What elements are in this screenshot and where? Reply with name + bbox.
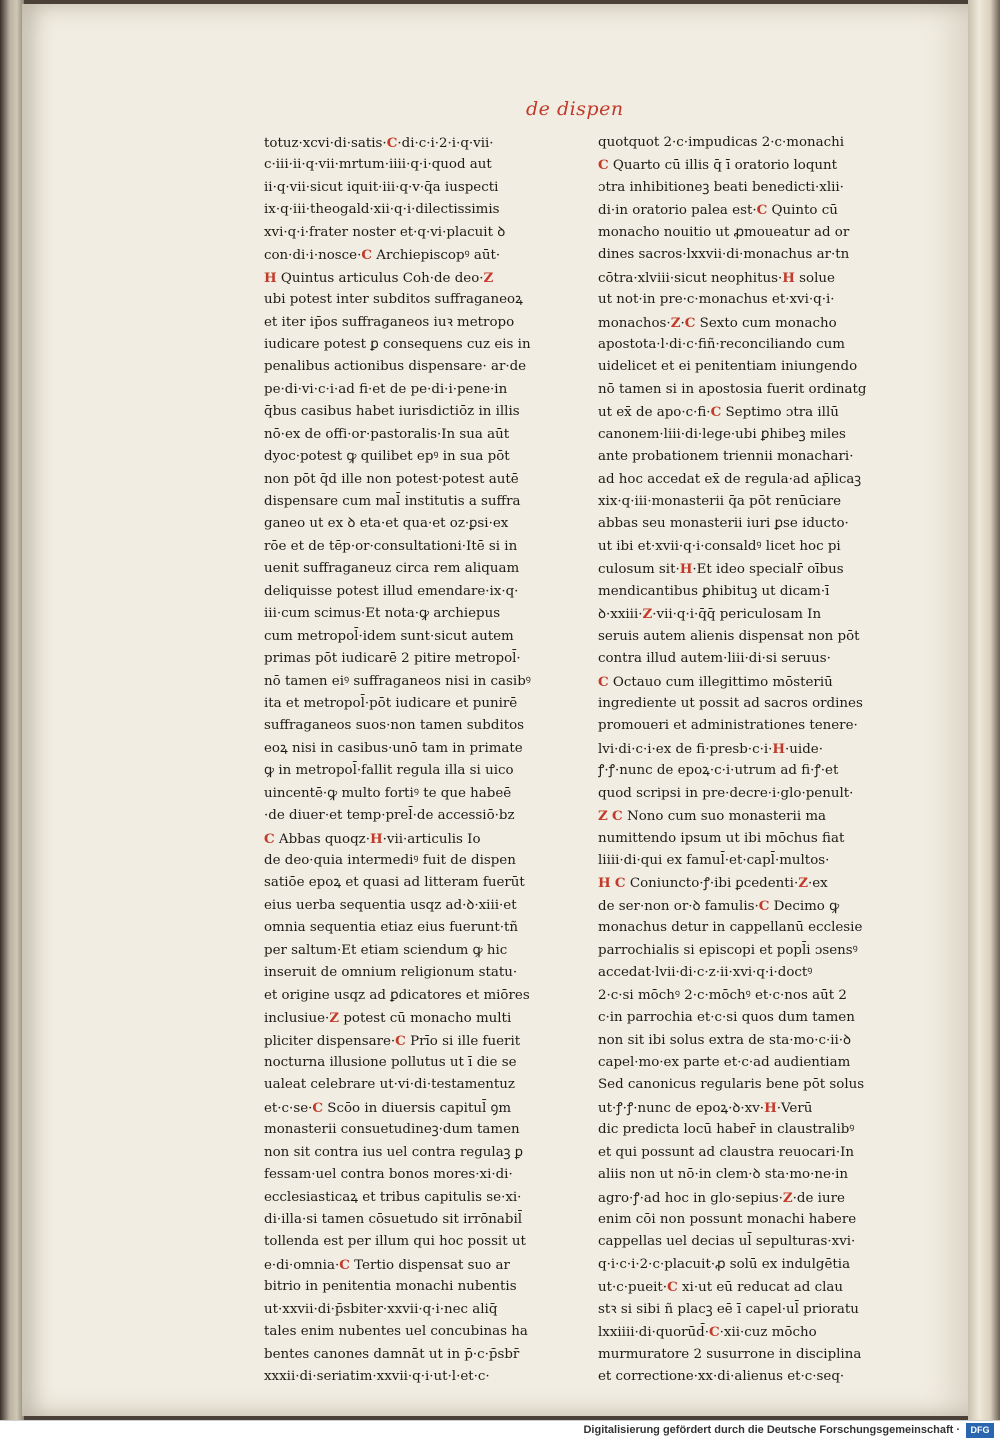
text-line: nō tamen eiꝰ suffraganeos nisi in casibꝰ xyxy=(264,673,531,689)
text-line: et correctione·xx·di·alienus et·c·seq· xyxy=(598,1369,845,1385)
text-line: penalibus actionibus dispensare· ar·de xyxy=(264,359,527,375)
text-line: C Octauo cum illegittimo mōsteriū xyxy=(598,673,833,690)
text-line: 2·c·si mōchꝰ 2·c·mōchꝰ et·c·nos aūt 2 xyxy=(598,987,847,1003)
text-line: non pōt q̄d ille non potest·potest autē xyxy=(264,471,519,487)
book-edge-left xyxy=(0,0,24,1420)
text-line: enim cōi non possunt monachi habere xyxy=(598,1212,857,1227)
text-line: c·iii·ii·q·vii·mrtum·iiii·q·i·quod aut xyxy=(264,157,492,173)
text-line: stꝛ si sibi ñ placꝫ eē ī capel·ul̄ prioratu xyxy=(598,1301,859,1317)
text-line: murmuratore 2 susurrone in disciplina xyxy=(598,1346,862,1362)
text-line: q̄bus casibus habet iurisdictiōz in illis xyxy=(264,404,520,420)
text-line: contra illud autem·liii·di·si seruus· xyxy=(598,651,831,667)
text-line: monachus detur in cappellanū ecclesie xyxy=(598,920,863,936)
text-line: ut·ꝭ·ꝭ·nunc de epoꝝ·ꝺ·xv·H·Verū xyxy=(598,1099,813,1116)
text-line: xix·q·iii·monasterii q̄a pōt renūciare xyxy=(598,494,842,509)
text-line: monasterii consuetudineꝫ·dum tamen xyxy=(264,1122,520,1138)
text-line: nō tamen si in apostosia fuerit ordinatg xyxy=(598,381,867,397)
text-line: non sit ibi solus extra de sta·mo·c·ii·ꝺ xyxy=(598,1032,852,1048)
text-line: ꝭ·ꝭ·nunc de epoꝝ·c·i·utrum ad fi·ꝭ·et xyxy=(598,763,839,779)
text-line: nocturna illusione pollutus ut ī die se xyxy=(264,1054,517,1070)
text-line: dyoc·potest ꝙ quilibet epꝰ in sua pōt xyxy=(264,449,510,465)
text-line: Sed canonicus regularis bene pōt solus xyxy=(598,1077,865,1093)
text-line: inclusiue·Z potest cū monacho multi xyxy=(264,1010,512,1027)
text-line: suffraganeos suos·non tamen subditos xyxy=(264,718,525,734)
text-line: quotquot 2·c·impudicas 2·c·monachi xyxy=(598,135,845,150)
text-line: bentes canones damnāt ut in p̄·c·p̄sbr̄ xyxy=(264,1346,520,1362)
text-line: iii·cum scimus·Et nota·ꝙ archiepus xyxy=(264,606,501,622)
text-line: H Quintus articulus Coh·de deo·Z xyxy=(264,269,494,286)
text-line: canonem·liii·di·lege·ubi ꝑhibeꝫ miles xyxy=(598,426,846,442)
text-line: ubi potest inter subditos suffraganeoꝝ xyxy=(264,292,523,308)
text-line: pe·di·vi·c·i·ad fi·et de pe·di·i·pene·in xyxy=(264,381,508,397)
text-line: et iter ip̄os suffraganeos iuꝛ metropo xyxy=(264,314,515,330)
text-line: ix·q·iii·theogald·xii·q·i·dilectissimis xyxy=(264,202,500,218)
text-line: omnia sequentia etiaz eius fuerunt·tñ xyxy=(264,920,518,936)
text-line: agro·ꝭ·ad hoc in glo·sepius·Z·de iure xyxy=(598,1189,845,1206)
text-line: tales enim nubentes uel concubinas ha xyxy=(264,1324,528,1340)
text-line: et·c·se·C Scōo in diuersis capitul̄ ꝯm xyxy=(264,1099,512,1116)
text-line: dispensare cum mal̄ institutis a suffra xyxy=(264,494,521,509)
text-line: ad hoc accedat ex̄ de regula·ad ap̄licaꝫ xyxy=(598,471,862,487)
text-line: rōe et de tēp·or·consultationi·Itē si in xyxy=(264,538,518,554)
running-head: de dispen xyxy=(526,98,624,120)
text-line: eius uerba sequentia usqz ad·ꝺ·xiii·et xyxy=(264,897,517,913)
text-line: ecclesiasticaꝝ et tribus capitulis se·xi· xyxy=(264,1189,522,1205)
text-line: monacho nouitio ut ꝓmoueatur ad or xyxy=(598,224,850,240)
text-line: inseruit de omnium religionum statu· xyxy=(264,965,518,981)
text-line: nō·ex de offi·or·pastoralis·In sua aūt xyxy=(264,426,510,442)
text-line: uenit suffraganeuz circa rem aliquam xyxy=(264,561,520,577)
text-line: xvi·q·i·frater noster et·q·vi·placuit ꝺ xyxy=(264,224,506,240)
text-line: eoꝝ nisi in casibus·unō tam in primate xyxy=(264,740,523,756)
text-line: ꝺ·xxiii·Z·vii·q·i·q̄q̄ periculosam In xyxy=(598,606,822,623)
text-line: tollenda est per illum qui hoc possit ut xyxy=(264,1234,526,1250)
text-line: seruis autem alienis dispensat non pōt xyxy=(598,628,860,644)
text-line: apostota·l·di·c·fiñ·reconciliando cum xyxy=(598,336,845,352)
text-line: aliis non ut nō·in clem·ꝺ sta·mo·ne·in xyxy=(598,1167,849,1183)
text-line: parrochialis si episcopi et popl̄i ɔsensꝰ xyxy=(598,942,858,958)
text-line: cum metropol̄·idem sunt·sicut autem xyxy=(264,628,514,644)
text-line: capel·mo·ex parte et·c·ad audientiam xyxy=(598,1054,851,1070)
text-line: et qui possunt ad claustra reuocari·In xyxy=(598,1144,855,1160)
left-text-column xyxy=(264,132,546,1389)
text-line: non sit contra ius uel contra regulaꝫ ꝑ xyxy=(264,1144,524,1160)
text-line: cappellas uel decias ul̄ sepulturas·xvi· xyxy=(598,1234,856,1250)
text-line: ꝙ in metropol̄·fallit regula illa si uico xyxy=(264,763,514,779)
text-line: promoueri et administrationes tenere· xyxy=(598,718,858,734)
text-line: per saltum·Et etiam sciendum ꝙ hic xyxy=(264,942,508,958)
text-line: lxxiiii·di·quorūd̄·C·xii·cuz mōcho xyxy=(598,1324,817,1341)
text-line: C Abbas quoqz·H·vii·articulis Io xyxy=(264,830,481,847)
text-line: mendicantibus ꝑhibituꝫ ut dicam·ī xyxy=(598,583,830,599)
text-line: ingrediente ut possit ad sacros ordines xyxy=(598,695,863,711)
text-line: monachos·Z·C Sexto cum monacho xyxy=(598,314,837,331)
text-line: de deo·quia intermediꝰ fuit de dispen xyxy=(264,853,516,868)
text-line: fessam·uel contra bonos mores·xi·di· xyxy=(264,1167,513,1183)
text-line: pliciter dispensare·C Prīo si ille fuerit xyxy=(264,1032,521,1049)
book-edge-right xyxy=(968,0,1000,1420)
text-line: accedat·lvii·di·c·z·ii·xvi·q·i·doctꝰ xyxy=(598,965,813,981)
text-line: ɔtra inhibitioneꝫ beati benedicti·xlii· xyxy=(598,179,844,195)
text-line: ·de diuer·et temp·prel̄·de accessiō·bz xyxy=(264,808,515,824)
text-line: totuz·xcvi·di·satis·C·di·c·i·2·i·q·vii· xyxy=(264,135,494,151)
text-line: con·di·i·nosce·C Archiepiscopꝰ aūt· xyxy=(264,247,501,264)
text-line: di·in oratorio palea est·C Quinto cū xyxy=(598,202,838,219)
text-line: ganeo ut ex ꝺ eta·et qua·et oz·ꝑsi·ex xyxy=(264,516,509,532)
dfg-logo: DFG xyxy=(966,1423,994,1438)
footer-credit: Digitalisierung gefördert durch die Deutsche Forschungsgemeinschaft · xyxy=(583,1424,960,1436)
text-line: uidelicet et ei penitentiam iniungendo xyxy=(598,359,858,375)
text-line: ita et metropol̄·pōt iudicare et punirē xyxy=(264,695,518,711)
text-line: et origine usqz ad ꝑdicatores et miōres xyxy=(264,987,530,1003)
text-line: H C Coniuncto·ꝭ·ibi ꝑcedenti·Z·ex xyxy=(598,875,828,892)
text-line: abbas seu monasterii iuri ꝑse iducto· xyxy=(598,516,849,532)
text-line: ii·q·vii·sicut iquit·iii·q·v·q̄a iuspecti xyxy=(264,179,499,195)
text-line: uincentē·ꝙ multo fortiꝰ te que habeē xyxy=(264,785,512,801)
text-line: cōtra·xlviii·sicut neophitus·H solue xyxy=(598,269,835,286)
text-line: c·in parrochia et·c·si quos dum tamen xyxy=(598,1010,855,1026)
text-line: bitrio in penitentia monachi nubentis xyxy=(264,1279,517,1295)
text-line: iudicare potest ꝑ consequens cuz eis in xyxy=(264,336,531,352)
text-line: C Quarto cū illis q̄ ī oratorio loqunt xyxy=(598,157,838,174)
text-line: ut ex̄ de apo·c·fi·C Septimo ɔtra illū xyxy=(598,404,839,421)
text-line: deliquisse potest illud emendare·ix·q· xyxy=(264,583,519,599)
text-line: ualeat celebrare ut·vi·di·testamentuz xyxy=(264,1077,515,1093)
text-line: e·di·omnia·C Tertio dispensat suo ar xyxy=(264,1256,510,1273)
text-line: ut ibi et·xvii·q·i·consaldꝰ licet hoc pi xyxy=(598,538,841,554)
text-line: numittendo ipsum ut ibi mōchus fiat xyxy=(598,830,845,846)
text-line: ut not·in pre·c·monachus et·xvi·q·i· xyxy=(598,292,835,308)
text-line: di·illa·si tamen cōsuetudo sit irrōnabil̄ xyxy=(264,1212,523,1227)
text-line: de ser·non or·ꝺ famulis·C Decimo ꝙ xyxy=(598,897,840,914)
text-line: primas pōt iudicarē 2 pitire metropol̄· xyxy=(264,651,521,667)
text-line: q·i·c·i·2·c·placuit·ꝓ solū ex indulgētia xyxy=(598,1256,851,1272)
text-line: dic predicta locū haber̄ in claustralibꝰ xyxy=(598,1122,855,1138)
text-line: Z C Nono cum suo monasterii ma xyxy=(598,808,827,825)
text-line: liiii·di·qui ex famul̄·et·capl̄·multos· xyxy=(598,853,830,868)
footer-bar xyxy=(0,1420,1000,1442)
text-line: xxxii·di·seriatim·xxvii·q·i·ut·l·et·c· xyxy=(264,1369,490,1385)
text-line: dines sacros·lxxvii·di·monachus ar·tn xyxy=(598,247,850,263)
text-line: ante probationem triennii monachari· xyxy=(598,449,854,465)
right-text-column xyxy=(598,132,870,1389)
text-line: ut·c·pueit·C xi·ut eū reducat ad clau xyxy=(598,1279,843,1296)
text-line: quod scripsi in pre·decre·i·glo·penult· xyxy=(598,785,854,801)
text-line: ut·xxvii·di·p̄sbiter·xxvii·q·i·nec aliq̄ xyxy=(264,1301,498,1317)
text-line: culosum sit·H·Et ideo specialr̄ oībus xyxy=(598,561,844,578)
text-line: lvi·di·c·i·ex de fi·presb·c·i·H·uide· xyxy=(598,740,823,757)
text-line: satiōe epoꝝ et quasi ad litteram fuerūt xyxy=(264,875,525,891)
